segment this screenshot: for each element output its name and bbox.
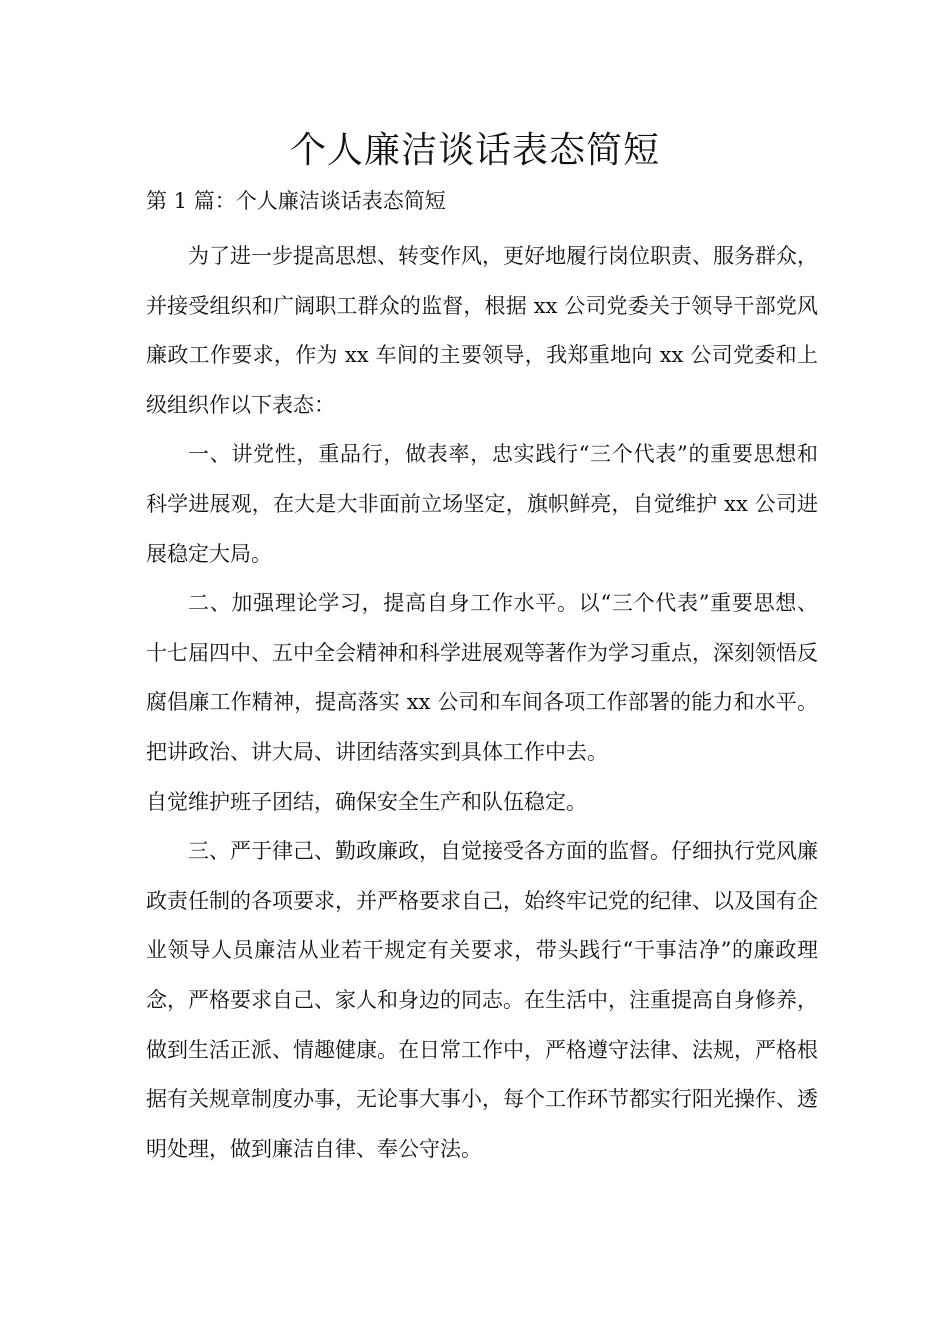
document-subtitle: 第 1 篇：个人廉洁谈话表态简短	[146, 189, 446, 213]
paragraph-point-one: 一、讲党性，重品行，做表率，忠实践行“三个代表”的重要思想和科学进展观，在大是大非面前立场坚定，旗帜鲜亮，自觉维护 xx 公司进展稳定大局。	[146, 442, 818, 566]
document-body	[146, 232, 818, 1174]
paragraph-point-two-continued: 自觉维护班子团结，确保安全生产和队伍稳定。	[146, 789, 587, 814]
paragraph-intro: 为了进一步提高思想、转变作风，更好地履行岗位职责、服务群众，并接受组织和广阔职工群众的监督，根据 xx 公司党委关于领导干部党风廉政工作要求，作为 xx 车间的主要领导，我郑重地向 xx 公司党委和上级组织作以下表态：	[146, 244, 818, 417]
paragraph-point-two: 二、加强理论学习，提高自身工作水平。以“三个代表”重要思想、十七届四中、五中全会精神和科学进展观等著作为学习重点，深刻领悟反腐倡廉工作精神，提高落实 xx 公司和车间各项工作部署的能力和水平。把讲政治、讲大局、讲团结落实到具体工作中去。	[146, 591, 818, 764]
document-title: 个人廉洁谈话表态简短	[289, 130, 660, 171]
paragraph-point-three: 三、严于律己、勤政廉政，自觉接受各方面的监督。仔细执行党风廉政责任制的各项要求，并严格要求自己，始终牢记党的纪律、以及国有企业领导人员廉洁从业若干规定有关要求，带头践行“干事洁净”的廉政理念，严格要求自己、家人和身边的同志。在生活中，注重提高自身修养，做到生活正派、情趣健康。在日常工作中，严格遵守法律、法规，严格根据有关规章制度办事，无论事大事小，每个工作环节都实行阳光操作、透明处理，做到廉洁自律、奉公守法。	[146, 839, 818, 1161]
